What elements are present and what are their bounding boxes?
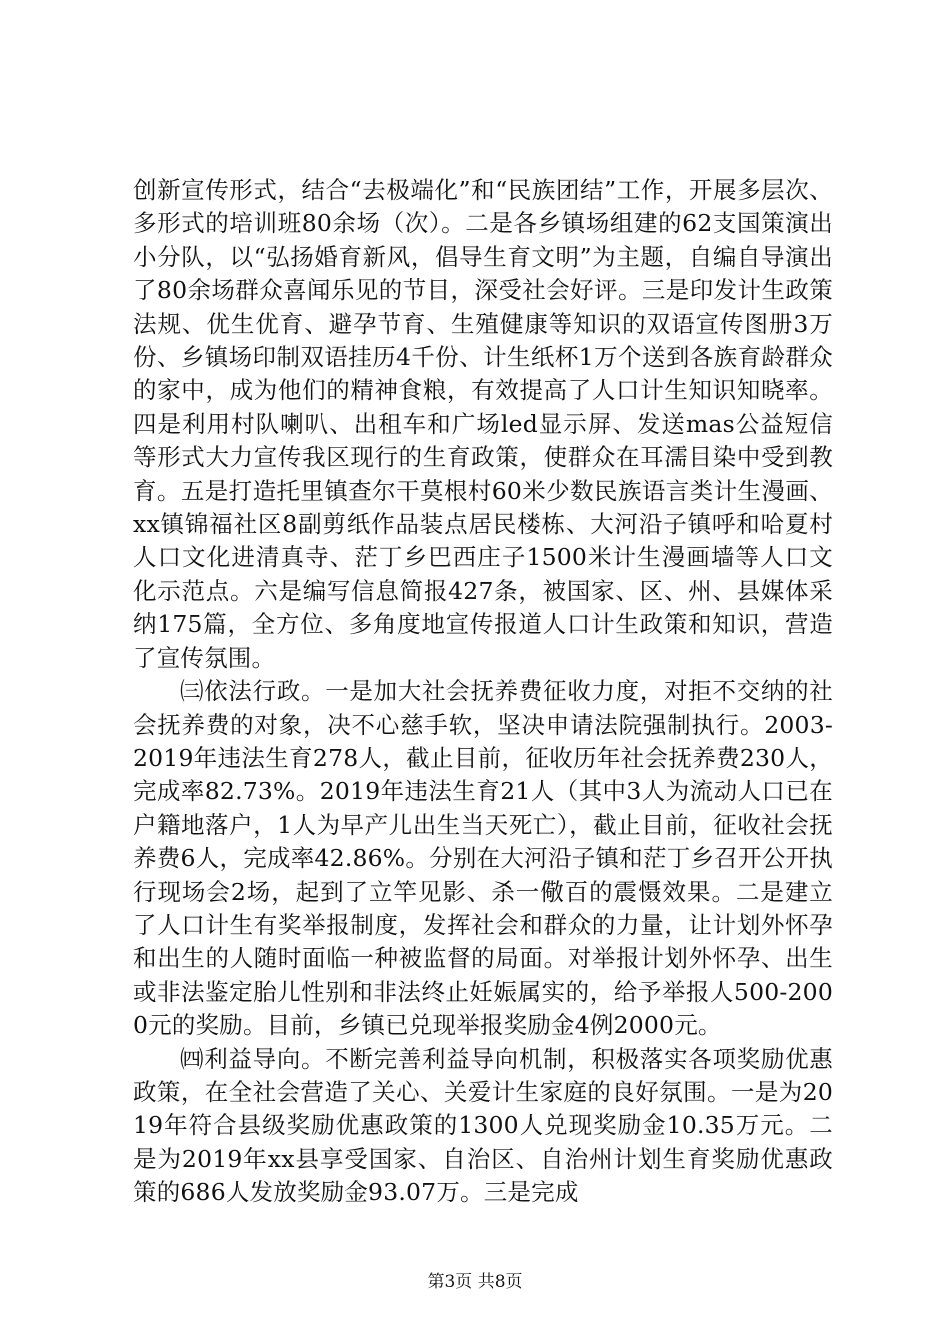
paragraph-propaganda-continued: 创新宣传形式，结合“去极端化”和“民族团结”工作，开展多层次、多形式的培训班80余场（次）。二是各乡镇场组建的62支国策演出小分队，以“弘扬婚育新风，倡导生育文明”为主题，自编自导演出了80余场群众喜闻乐见的节目，深受社会好评。三是印发计生政策法规、优生优育、避孕节育、生殖健康等知识的双语宣传图册3万份、乡镇场印制双语挂历4千份、计生纸杯1万个送到各族育龄群众的家中，成为他们的精神食粮，有效提高了人口计生知识知晓率。四是利用村队喇叭、出租车和广场led显示屏、发送mas公益短信等形式大力宣传我区现行的生育政策，使群众在耳濡目染中受到教育。五是打造托里镇查尔干莫根村60米少数民族语言类计生漫画、xx镇锦福社区8副剪纸作品装点居民楼栋、大河沿子镇呼和哈夏村人口文化进清真寺、茫丁乡巴西庄子1500米计生漫画墙等人口文化示范点。六是编写信息简报427条，被国家、区、州、县媒体采纳175篇，全方位、多角度地宣传报道人口计生政策和知识，营造了宣传氛围。 <box>133 176 833 672</box>
paragraph-law-enforcement: ㈢依法行政。一是加大社会抚养费征收力度，对拒不交纳的社会抚养费的对象，决不心慈手软，坚决申请法院强制执行。2003-2019年违法生育278人，截止目前，征收历年社会抚养费230人，完成率82.73%。2019年违法生育21人（其中3人为流动人口已在户籍地落户，1人为早产儿出生当天死亡），截止目前，征收社会抚养费6人，完成率42.86%。分别在大河沿子镇和茫丁乡召开公开执行现场会2场，起到了立竿见影、杀一儆百的震慑效果。二是建立了人口计生有奖举报制度，发挥社会和群众的力量，让计划外怀孕和出生的人随时面临一种被监督的局面。对举报计划外怀孕、出生或非法鉴定胎儿性别和非法终止妊娠属实的，给予举报人500-2000元的奖励。目前，乡镇已兑现举报奖励金4例2000元。 <box>133 677 833 1040</box>
page-number-footer: 第3页 共8页 <box>427 1272 523 1292</box>
paragraph-benefit-guidance: ㈣利益导向。不断完善利益导向机制，积极落实各项奖励优惠政策，在全社会营造了关心、关爱计生家庭的良好氛围。一是为2019年符合县级奖励优惠政策的1300人兑现奖励金10.35万元。二是为2019年xx县享受国家、自治区、自治州计划生育奖励优惠政策的686人发放奖励金93.07万。三是完成 <box>133 1044 833 1207</box>
document-body <box>133 174 833 1210</box>
